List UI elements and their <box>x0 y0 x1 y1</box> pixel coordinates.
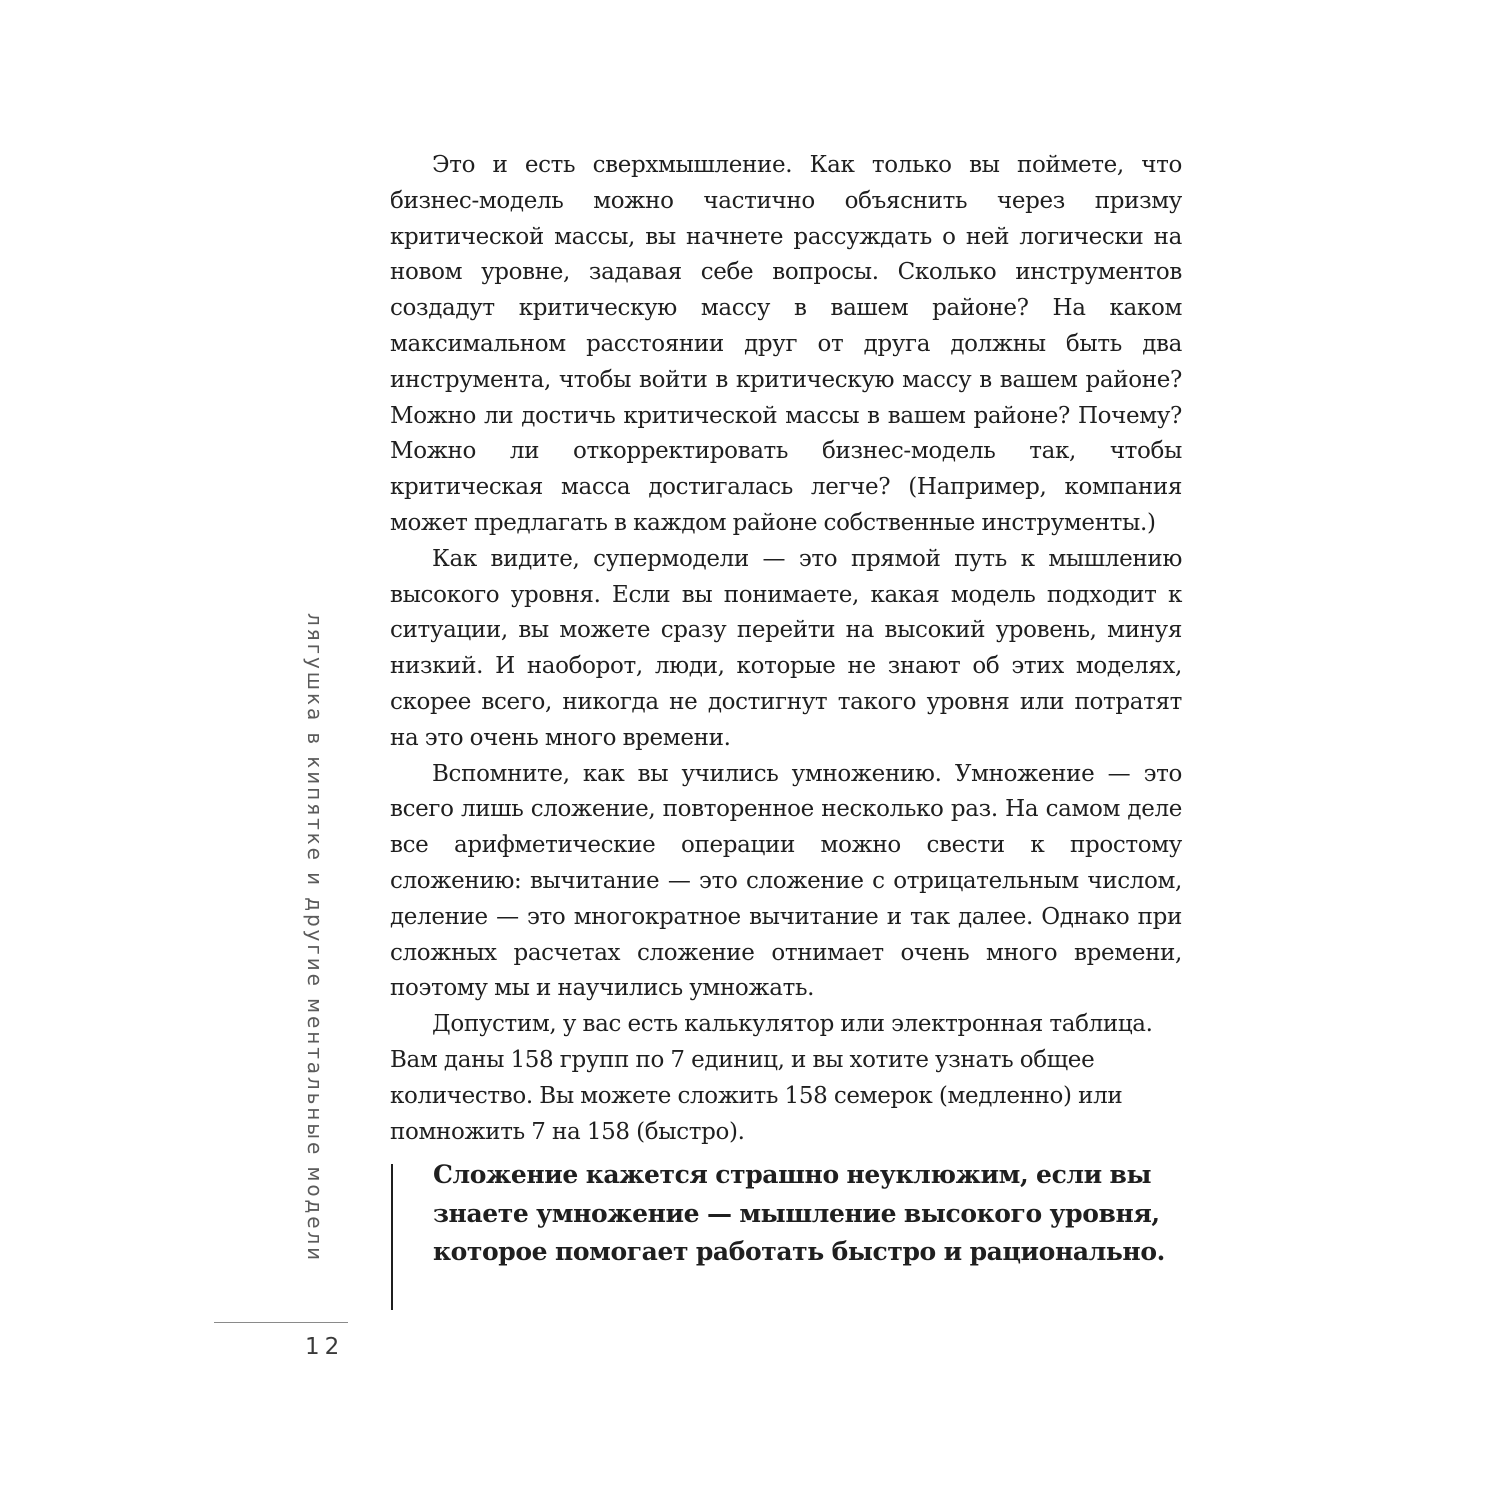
paragraph-4: Допустим, у вас есть калькулятор или электронная таблица. Вам даны 158 групп по 7 единиц, и вы хотите узнать общее количество. Вы можете сложить 158 семерок (медленно) или помножить 7 на 158 (быстро). <box>390 1011 1153 1145</box>
paragraph-3: Вспомните, как вы учились умножению. Умножение — это всего лишь сложение, повторенное несколько раз. На самом деле все арифметические операции можно свести к простому сложению: вычитание — это сложение с отрицательным числом, деление — это многократное вычитание и так далее. Однако при сложных расчетах сложение отнимает очень много времени, поэтому мы и научились умножать. <box>390 760 1182 1002</box>
body-text <box>390 148 1182 1150</box>
footer-rule <box>214 1322 348 1323</box>
paragraph-2: Как видите, супермодели — это прямой путь к мышлению высокого уровня. Если вы понимаете, какая модель подходит к ситуации, вы можете сразу перейти на высокий уровень, минуя низкий. И наоборот, люди, которые не знают об этих моделях, скорее всего, никогда не достигнут такого уровня или потратят на это очень много времени. <box>390 545 1182 751</box>
pull-quote-text: Сложение кажется страшно неуклюжим, если вы знаете умножение — мышление высокого уровня, которое помогает работать быстро и рационально. <box>433 1160 1165 1267</box>
pull-quote-bar <box>391 1164 393 1310</box>
pull-quote <box>391 1160 1191 1310</box>
page-number: 12 <box>305 1334 345 1360</box>
running-title: лягушка в кипятке и другие ментальные модели <box>303 613 327 1264</box>
paragraph-1: Это и есть сверхмышление. Как только вы поймете, что бизнес-модель можно частично объяснить через призму критической массы, вы начнете рассуждать о ней логически на новом уровне, задавая себе вопросы. Сколько инструментов создадут критическую массу в вашем районе? На каком максимальном расстоянии друг от друга должны быть два инструмента, чтобы войти в критическую массу в вашем районе? Можно ли достичь критической массы в вашем районе? Почему? Можно ли откорректировать бизнес-модель так, чтобы критическая масса достигалась легче? (Например, компания может предлагать в каждом районе собственные инструменты.) <box>390 152 1182 536</box>
